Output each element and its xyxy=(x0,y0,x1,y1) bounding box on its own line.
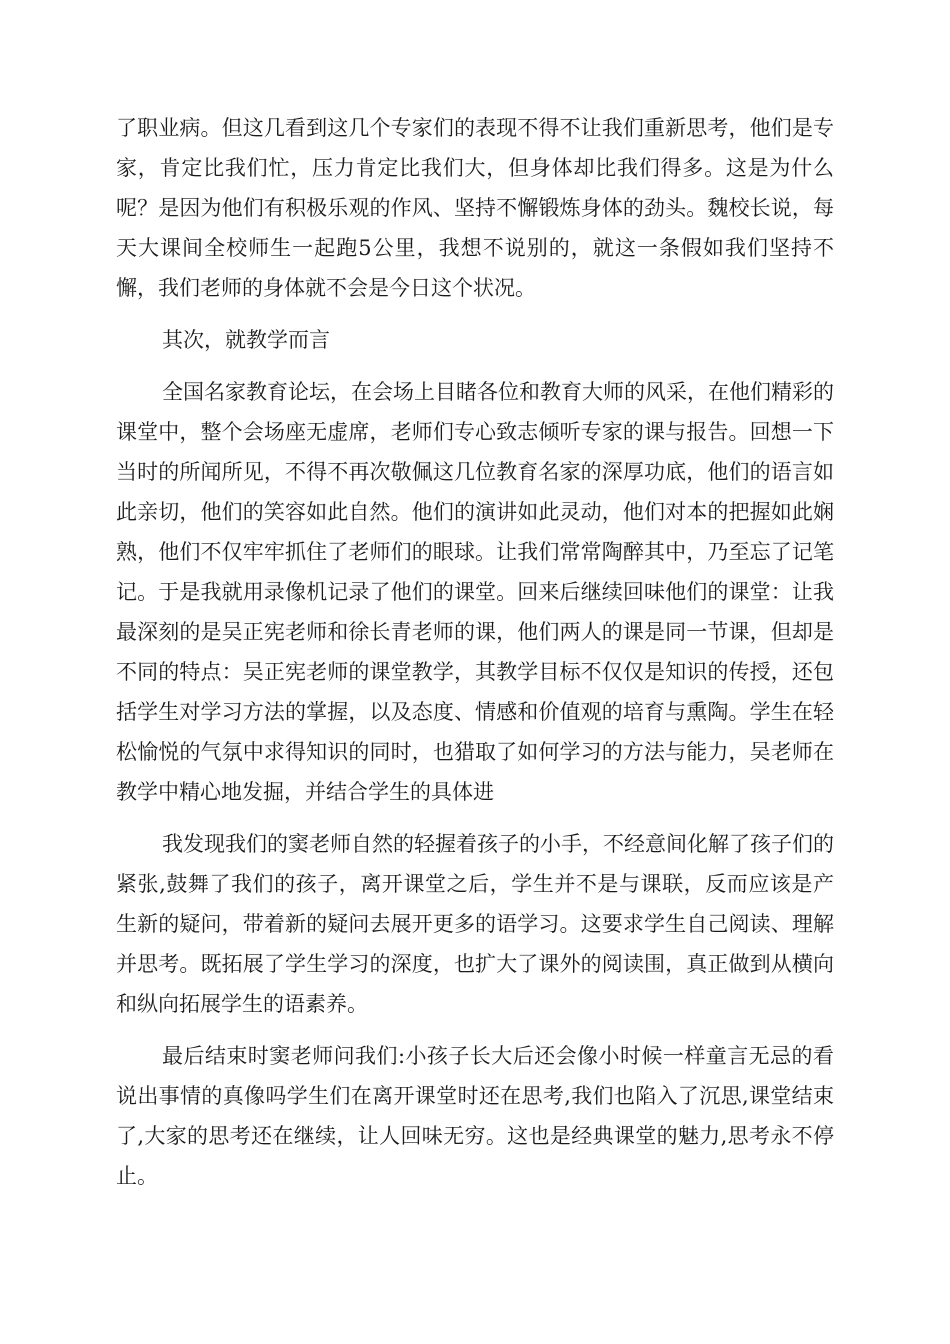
paragraph-conclusion: 最后结束时窦老师问我们:小孩子长大后还会像小时候一样童言无忌的看说出事情的真像吗学生们在离开课堂时还在思考,我们也陷入了沉思,课堂结束了,大家的思考还在继续，让人回味无穷。这也是经典课堂的魅力,思考永不停止。 xyxy=(116,1044,834,1188)
paragraph-education-forum: 全国名家教育论坛，在会场上目睹各位和教育大师的风采，在他们精彩的课堂中，整个会场座无虚席，老师们专心致志倾听专家的课与报告。回想一下当时的所闻所见，不得不再次敬佩这几位教育名家的深厚功底，他们的语言如此亲切，他们的笑容如此自然。他们的演讲如此灵动，他们对本的把握如此娴熟，他们不仅牢牢抓住了老师们的眼球。让我们常常陶醉其中，乃至忘了记笔记。于是我就用录像机记录了他们的课堂。回来后继续回味他们的课堂：让我最深刻的是吴正宪老师和徐长青老师的课，他们两人的课是同一节课，但却是不同的特点：吴正宪老师的课堂教学，其教学目标不仅仅是知识的传授，还包括学生对学习方法的掌握，以及态度、情感和价值观的培育与熏陶。学生在轻松愉悦的气氛中求得知识的同时，也猎取了如何学习的方法与能力，吴老师在教学中精心地发掘，并结合学生的具体进 xyxy=(116,380,834,804)
paragraph-occupational-disease: 了职业病。但这几看到这几个专家们的表现不得不让我们重新思考，他们是专家，肯定比我们忙，压力肯定比我们大，但身体却比我们得多。这是为什么呢？是因为他们有积极乐观的作风、坚持不懈锻炼身体的劲头。魏校长说，每天大课间全校师生一起跑5公里，我想不说别的，就这一条假如我们坚持不懈，我们老师的身体就不会是今日这个状况。 xyxy=(116,116,834,300)
document-body xyxy=(116,108,834,1208)
paragraph-teacher-dou: 我发现我们的窦老师自然的轻握着孩子的小手，不经意间化解了孩子们的紧张,鼓舞了我们的孩子，离开课堂之后，学生并不是与课联，反而应该是产生新的疑问，带着新的疑问去展开更多的语学习。这要求学生自己阅读、理解并思考。既拓展了学生学习的深度，也扩大了课外的阅读围，真正做到从横向和纵向拓展学生的语素养。 xyxy=(116,832,834,1016)
paragraph-teaching-heading: 其次，就教学而言 xyxy=(162,328,330,352)
